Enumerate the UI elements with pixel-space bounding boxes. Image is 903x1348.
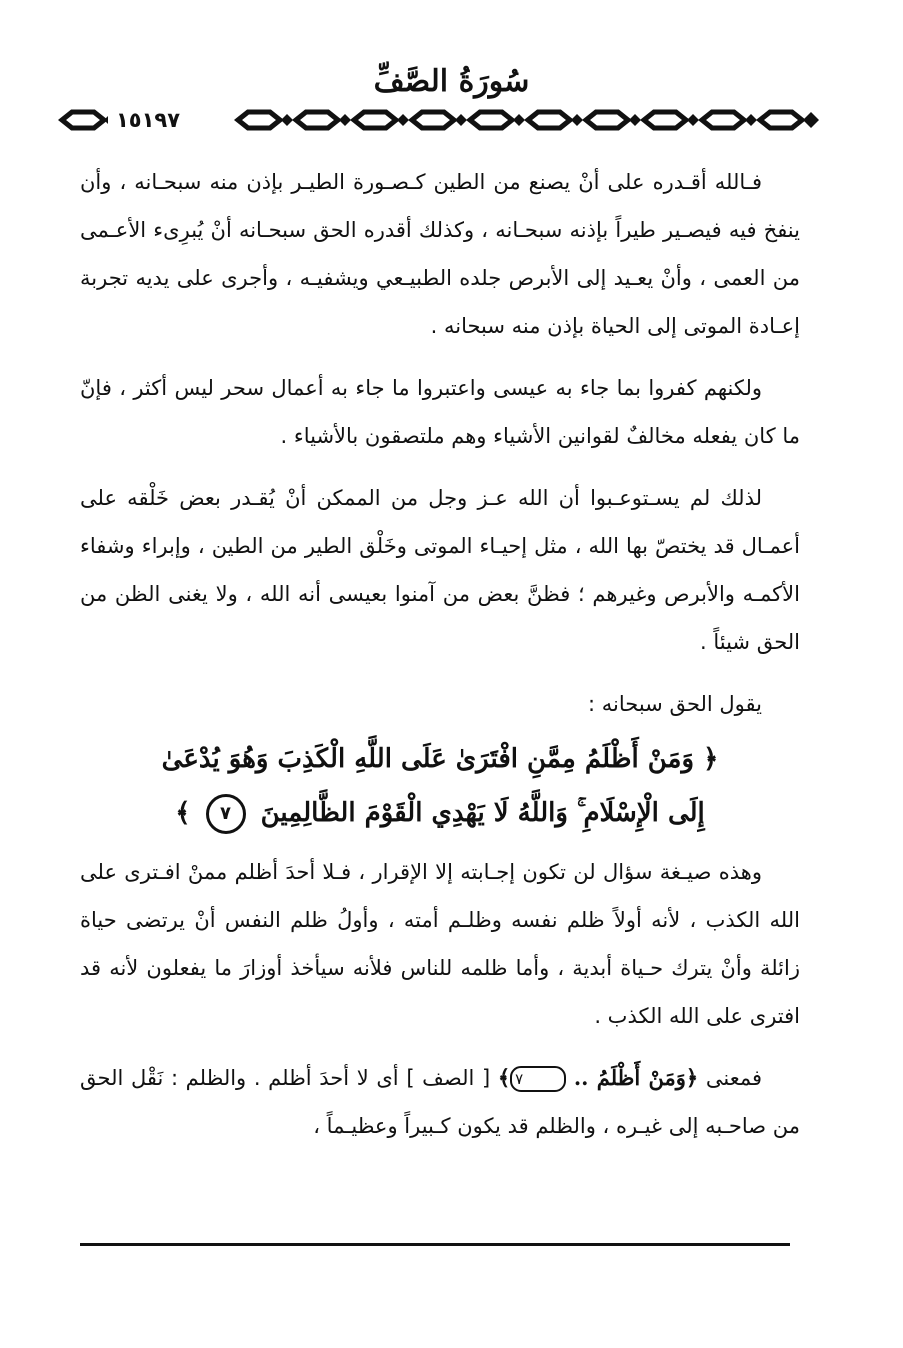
- verse-line-1: [80, 732, 800, 786]
- paragraph-4: وهذه صيـغة سؤال لن تكون إجـابته إلا الإقرار ، فـلا أحدَ أظلم ممنْ افـترى على الله الكذب ، لأنه أولاً ظلم نفسه وظلـم أمته ، وأولُ ظلم النفس أنْ يرتضى حياة زائلة وأنْ يترك حـياة أبدية ، وأما ظلمه للناس فلأنه سيأخذ أوزارَ ما يفعلون لأنه قد افترى على الله الكذب .: [80, 860, 800, 1028]
- surah-reference: [ الصف ]: [406, 1066, 491, 1090]
- verse-text-line-1: وَمَنْ أَظْلَمُ مِمَّنِ افْتَرَىٰ عَلَى اللَّهِ الْكَذِبَ وَهُوَ يُدْعَىٰ: [161, 744, 695, 774]
- verse-intro: يقول الحق سبحانه :: [588, 692, 762, 716]
- footer-rule: [80, 1243, 790, 1246]
- body-text: [80, 158, 800, 1164]
- surah-title: سُورَةُ الصَّفِّ: [373, 64, 530, 99]
- page-number: ١٥١٩٧: [108, 104, 188, 136]
- verse-line-2: [80, 786, 800, 840]
- inline-close-bracket: ﴾: [497, 1065, 511, 1090]
- paragraph-5: [80, 1054, 800, 1150]
- paragraph-5-prefix: فمعنى: [705, 1066, 763, 1090]
- inline-verse-number: ٧: [510, 1066, 566, 1092]
- paragraph-2: ولكنهم كفروا بما جاء به عيسى واعتبروا ما جاء به أعمال سحر ليس أكثر ، فإنّ ما كان يفعله مخالفٌ لقوانين الأشياء وهم ملتصقون بالأشياء .: [80, 376, 800, 448]
- verse-open-bracket: ﴿: [703, 744, 719, 774]
- quran-verse: [80, 732, 800, 840]
- verse-number-medallion: ٧: [206, 794, 246, 834]
- paragraph-5-rest: أى لا أحدَ أظلم . والظلم : نَقْل الحق من صاحـبه إلى غيـره ، والظلم قد يكون كـبيراً وعظيـماً ،: [80, 1066, 800, 1138]
- verse-text-line-2: إِلَى الْإِسْلَامِ ۚ وَاللَّهُ لَا يَهْدِي الْقَوْمَ الظَّالِمِينَ: [260, 798, 705, 828]
- verse-close-bracket: ﴾: [175, 798, 191, 828]
- inline-verse-quote: وَمَنْ أَظْلَمُ ..: [573, 1065, 686, 1090]
- paragraph-3: لذلك لم يسـتوعـبوا أن الله عـز وجل من الممكن أنْ يُقـدر بعض خَلْقه على أعمـال قد يختصّ بها الله ، مثل إحيـاء الموتى وخَلْق الطير من الطين ، وإبراء وشفاء الأكمـه والأبرص وغيرهم ؛ فظنَّ بعض من آمنوا بعيسى أنه الله ، ولا يغنى الظن من الحق شيئاً .: [80, 486, 800, 654]
- paragraph-1: فـالله أقـدره على أنْ يصنع من الطين كـصـورة الطيـر بإذن منه سبحـانه ، وأن ينفخ فيه فيصـير طيراً بإذنه سبحـانه ، وكذلك أقدره الحق سبحـانه أنْ يُبرِىء الأعـمى من العمى ، وأنْ يعـيد إلى الأبرص جلده الطبيـعي ويشفيـه ، وأجرى على يديه تجربة إعـادة الموتى إلى الحياة بإذن منه سبحانه .: [80, 170, 800, 338]
- inline-open-bracket: ﴿: [685, 1065, 699, 1090]
